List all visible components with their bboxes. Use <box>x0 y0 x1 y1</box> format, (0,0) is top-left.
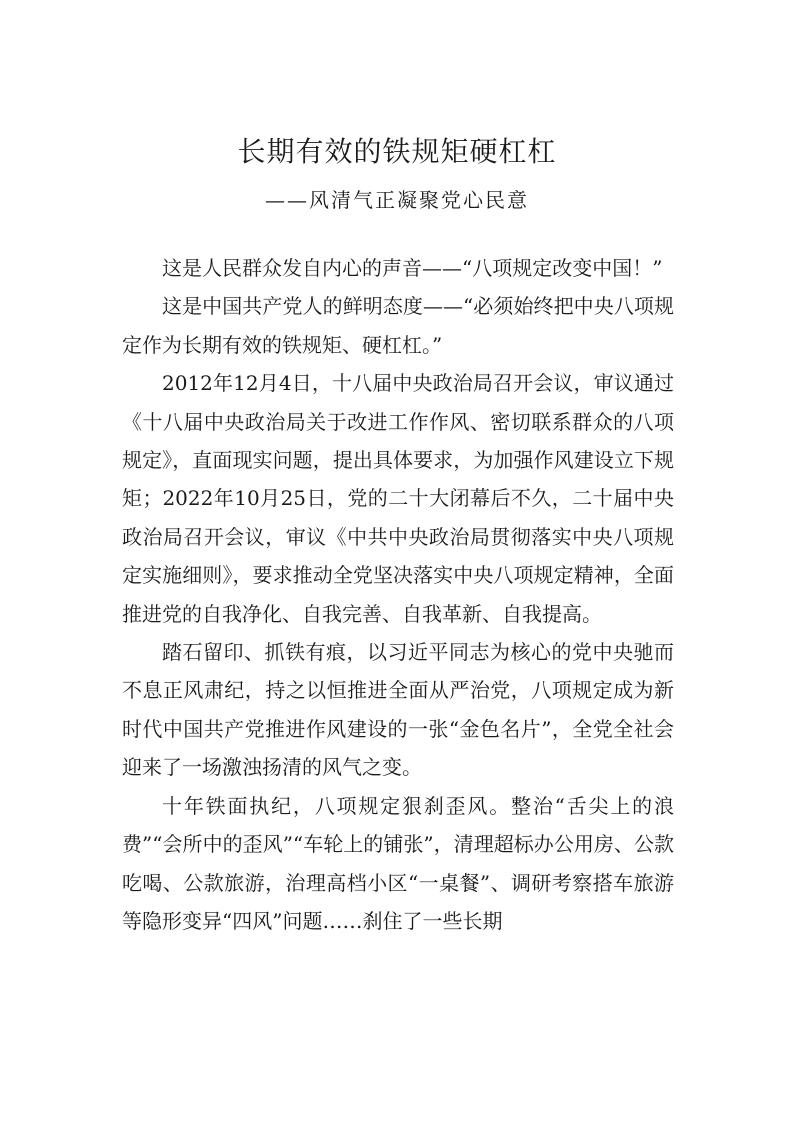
document-body <box>122 249 674 940</box>
document-subtitle: ——风清气正凝聚党心民意 <box>265 188 529 212</box>
document-title: 长期有效的铁规矩硬杠杠 <box>237 135 557 168</box>
paragraph: 这是人民群众发自内心的声音——“八项规定改变中国！” <box>162 256 663 280</box>
paragraph: 这是中国共产党人的鲜明态度——“必须始终把中央八项规定作为长期有效的铁规矩、硬杠杠。” <box>122 294 674 357</box>
paragraph: 十年铁面执纪，八项规定狠刹歪风。整治“舌尖上的浪费”“会所中的歪风”“车轮上的铺张”，清理超标办公用房、公款吃喝、公款旅游，治理高档小区“一桌餐”、调研考察搭车旅游等隐形变异“四风”问题……刹住了一些长期 <box>122 793 674 933</box>
paragraph: 踏石留印、抓铁有痕，以习近平同志为核心的党中央驰而不息正风肃纪，持之以恒推进全面从严治党，八项规定成为新时代中国共产党推进作风建设的一张“金色名片”，全党全社会迎来了一场激浊扬清的风气之变。 <box>122 640 674 780</box>
paragraph: 2012年12月4日，十八届中央政治局召开会议，审议通过《十八届中央政治局关于改进工作作风、密切联系群众的八项规定》，直面现实问题，提出具体要求，为加强作风建设立下规矩；2022年10月25日，党的二十大闭幕后不久，二十届中央政治局召开会议，审议《中共中央政治局贯彻落实中央八项规定实施细则》，要求推动全党坚决落实中央八项规定精神，全面推进党的自我净化、自我完善、自我革新、自我提高。 <box>122 371 674 626</box>
